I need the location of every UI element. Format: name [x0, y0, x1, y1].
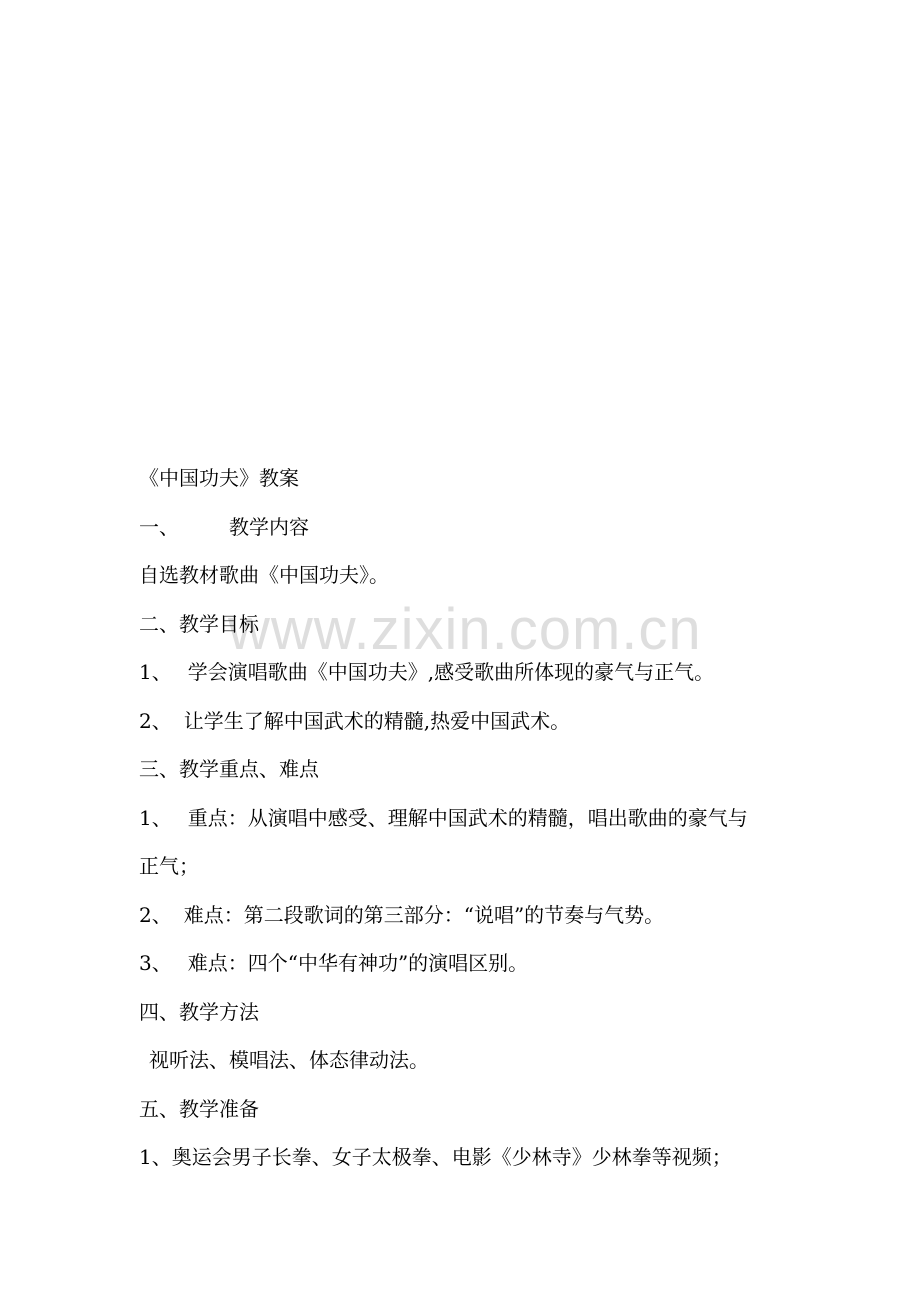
list-item-number: 1、	[139, 660, 172, 684]
document-body	[139, 454, 799, 1182]
list-item-number: 1、	[139, 805, 172, 830]
list-item-number: 2、	[139, 708, 172, 733]
list-item-number: 3、	[139, 951, 172, 975]
document-title: 《中国功夫》教案	[139, 466, 299, 490]
list-item-text: 让学生了解中国武术的精髓,热爱中国武术。	[183, 708, 571, 733]
list-item-continuation: 正气；	[139, 854, 199, 878]
list-item	[139, 891, 799, 940]
list-item-text: 1、奥运会男子长拳、女子太极拳、电影《少林寺》少林拳等视频；	[139, 1145, 732, 1169]
section-4-heading: 四、教学方法	[139, 999, 259, 1024]
list-item-text: 难点：四个“中华有神功”的演唱区别。	[187, 951, 529, 975]
section-1-number: 一、	[139, 514, 179, 539]
list-item	[139, 794, 799, 843]
section-1-label: 教学内容	[229, 514, 309, 539]
list-item-number: 2、	[139, 902, 172, 927]
section-4-text: 视听法、模唱法、体态律动法。	[149, 1048, 429, 1072]
list-item	[139, 697, 799, 746]
list-item-text: 难点：第二段歌词的第三部分：“说唱”的节奏与气势。	[183, 902, 665, 927]
watermark: www.zixin.com.cn	[228, 597, 702, 662]
list-item-text: 学会演唱歌曲《中国功夫》,感受歌曲所体现的豪气与正气。	[187, 660, 715, 684]
list-item	[139, 1133, 799, 1182]
list-item	[139, 648, 799, 697]
list-item	[139, 939, 799, 988]
list-item-text: 重点：从演唱中感受、理解中国武术的精髓，唱出歌曲的豪气与	[187, 805, 748, 830]
section-1-text: 自选教材歌曲《中国功夫》。	[139, 563, 389, 587]
section-2-heading: 二、教学目标	[139, 611, 259, 636]
section-3-heading: 三、教学重点、难点	[139, 757, 319, 781]
section-1-heading	[139, 503, 799, 552]
section-5-heading: 五、教学准备	[139, 1096, 259, 1121]
